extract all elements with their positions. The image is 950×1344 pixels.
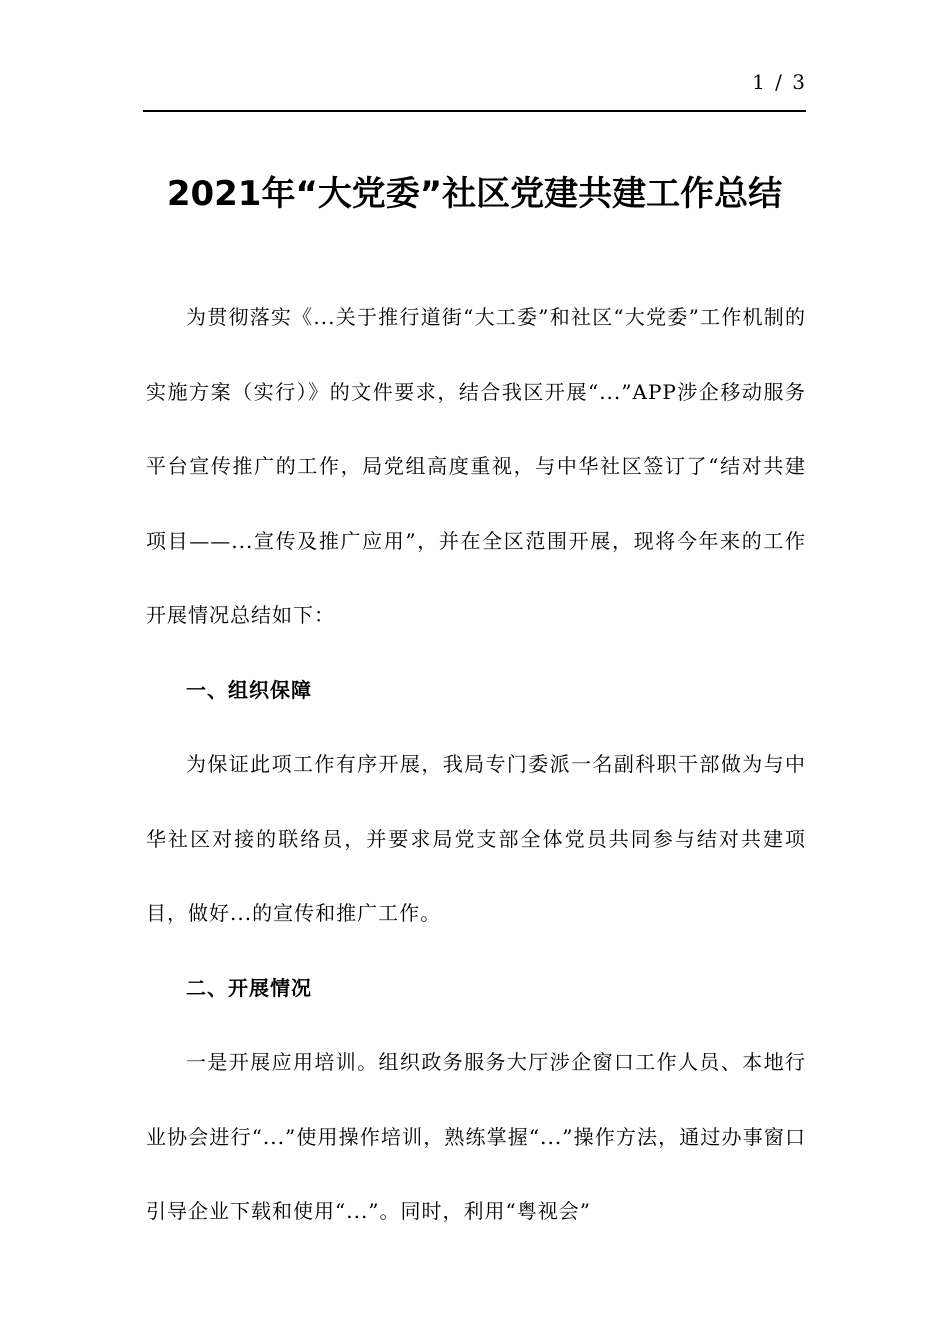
header-divider [143, 110, 806, 112]
document-body [146, 280, 806, 1249]
document-title: 2021年“大党委”社区党建共建工作总结 [166, 174, 783, 214]
intro-paragraph: 为贯彻落实《...关于推行道街“大工委”和社区“大党委”工作机制的实施方案（实行）》的文件要求，结合我区开展“...”APP涉企移动服务平台宣传推广的工作，局党组高度重视，与中华社区签订了“结对共建项目——...宣传及推广应用”，并在全区范围开展，现将今年来的工作开展情况总结如下： [146, 305, 806, 627]
section-paragraph: 为保证此项工作有序开展，我局专门委派一名副科职干部做为与中华社区对接的联络员，并要求局党支部全体党员共同参与结对共建项目，做好...的宣传和推广工作。 [146, 752, 806, 925]
section-heading-organization: 一、组织保障 [186, 677, 312, 702]
section-heading-progress: 二、开展情况 [186, 975, 312, 1000]
page-number: 1 / 3 [752, 70, 807, 94]
section-paragraph: 一是开展应用培训。组织政务服务大厅涉企窗口工作人员、本地行业协会进行“...”使用操作培训，熟练掌握“...”操作方法，通过办事窗口引导企业下载和使用“...”。同时，利用“粤视会” [146, 1050, 806, 1223]
